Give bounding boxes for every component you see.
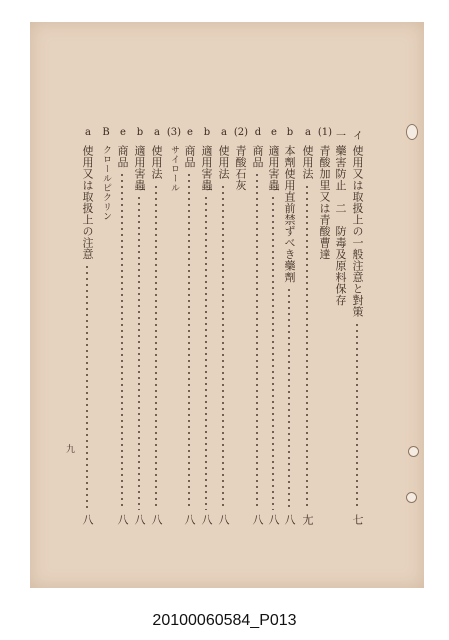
dot-leader bbox=[121, 172, 123, 510]
dot-leader bbox=[155, 184, 157, 510]
binding-hole bbox=[408, 446, 419, 457]
dot-leader bbox=[256, 172, 258, 510]
toc-marker: B bbox=[102, 127, 110, 138]
toc-marker: イ bbox=[353, 131, 363, 142]
binding-hole bbox=[406, 124, 418, 140]
toc-marker: e bbox=[187, 127, 193, 138]
dot-leader bbox=[188, 172, 190, 510]
toc-entry: 商品 bbox=[251, 145, 264, 168]
toc-entry: 藥害防止 二 防毒及原料保存 bbox=[334, 145, 347, 306]
toc-marker: (3) bbox=[166, 127, 182, 138]
toc-entry: 適用害蟲 bbox=[200, 145, 213, 191]
toc-marker: b bbox=[286, 127, 294, 138]
toc-entry: 使用法 bbox=[150, 145, 163, 180]
toc-entry: 商品 bbox=[116, 145, 129, 168]
toc-page-number: ⼋ bbox=[267, 514, 280, 526]
binding-hole bbox=[406, 492, 417, 503]
dot-leader bbox=[356, 322, 358, 510]
toc-page-number: ⼋ bbox=[283, 514, 296, 526]
image-caption: 20100060584_P013 bbox=[152, 612, 297, 629]
toc-marker: (1) bbox=[317, 127, 333, 138]
toc-page-number: ⼋ bbox=[251, 514, 264, 526]
toc-entry: 適用害蟲 bbox=[267, 145, 280, 191]
toc-marker: b bbox=[136, 127, 144, 138]
toc-entry: 使用又は取扱上の注意 bbox=[81, 145, 94, 260]
toc-marker: (2) bbox=[233, 127, 249, 138]
toc-marker: a bbox=[85, 127, 91, 138]
dot-leader bbox=[222, 184, 224, 510]
toc-marker: b bbox=[203, 127, 211, 138]
toc-page-number: ⼋ bbox=[150, 514, 163, 526]
toc-marker: e bbox=[120, 127, 126, 138]
toc-entry: 使用又は取扱上の一般注意と對策 bbox=[351, 145, 364, 318]
toc-entry: 商品 bbox=[183, 145, 196, 168]
toc-page-number: ⼋ bbox=[217, 514, 230, 526]
dot-leader bbox=[272, 195, 274, 510]
toc-marker: a bbox=[221, 127, 227, 138]
document-page bbox=[30, 22, 424, 588]
toc-entry: 適用害蟲 bbox=[133, 145, 146, 191]
dot-leader bbox=[306, 184, 308, 510]
toc-page-number: ⼋ bbox=[133, 514, 146, 526]
toc-page-number: ⼋ bbox=[116, 514, 129, 526]
toc-entry: クロールピクリン bbox=[101, 145, 111, 221]
toc-entry: 本劑使用直前禁ずべき藥劑 bbox=[283, 145, 296, 283]
toc-page-number: ⼋ bbox=[200, 514, 213, 526]
dot-leader bbox=[138, 195, 140, 510]
dot-leader bbox=[288, 287, 290, 510]
toc-page-number: 七 bbox=[351, 514, 364, 526]
toc-entry: 青酸石灰 bbox=[234, 145, 247, 191]
page-number: 九 bbox=[64, 444, 74, 453]
toc-entry: サイロール bbox=[169, 145, 179, 193]
toc-entry: 青酸加里又は青酸曹達 bbox=[318, 145, 331, 260]
toc-entry: 使用法 bbox=[301, 145, 314, 180]
toc-marker: e bbox=[271, 127, 277, 138]
toc-marker: d bbox=[254, 127, 262, 138]
toc-marker: a bbox=[305, 127, 311, 138]
toc-entry: 使用法 bbox=[217, 145, 230, 180]
toc-marker: a bbox=[154, 127, 160, 138]
toc-marker: 一 bbox=[336, 131, 346, 142]
dot-leader bbox=[205, 195, 207, 510]
toc-page-number: ⼋ bbox=[81, 514, 94, 526]
toc-page-number: 尢 bbox=[301, 514, 314, 526]
dot-leader bbox=[86, 264, 88, 510]
toc-page-number: ⼋ bbox=[183, 514, 196, 526]
